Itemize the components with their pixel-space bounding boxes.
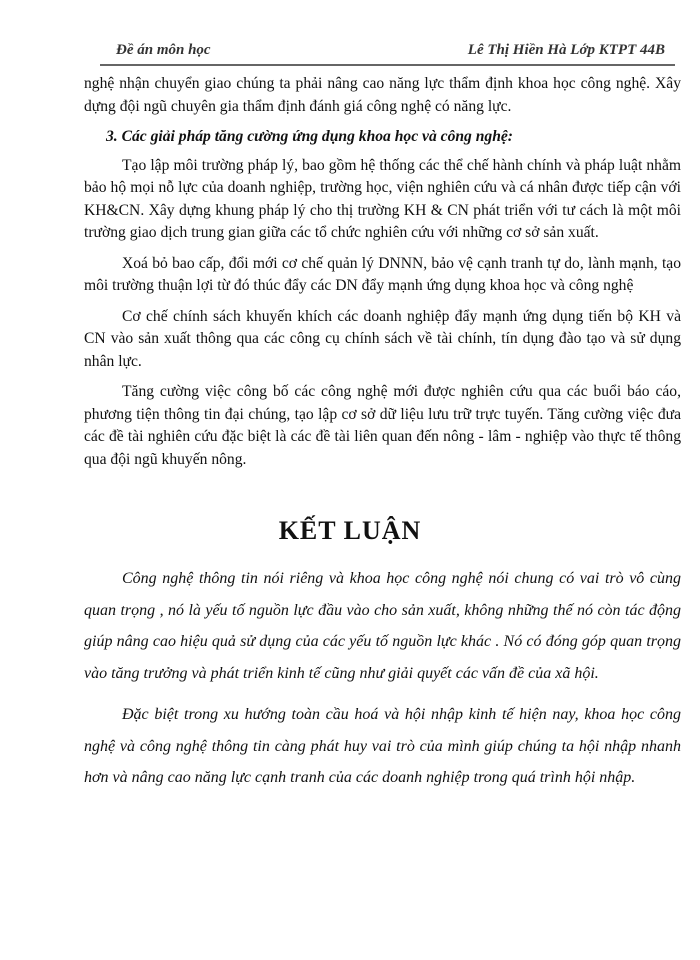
section-heading: 3. Các giải pháp tăng cường ứng dụng khoa học và công nghệ: <box>106 128 513 145</box>
paragraph: Tăng cường việc công bố các công nghệ mới được nghiên cứu qua các buổi báo cáo, phương tiện thông tin đại chúng, tạo lập cơ sở dữ liệu lưu trữ trực tuyến. Tăng cường việc đưa các đề tài nghiên cứu đặc biệt là các đề tài liên quan đến nông - lâm - nghiệp vào thực tế thông qua đội ngũ khuyến nông. <box>84 383 681 468</box>
conclusion-paragraph: Đặc biệt trong xu hướng toàn cầu hoá và hội nhập kinh tế hiện nay, khoa học công nghệ và công nghệ thông tin càng phát huy vai trò của mình giúp chúng ta hội nhập nhanh hơn và nâng cao năng lực cạnh tranh của các doanh nghiệp trong quá trình hội nhập. <box>84 706 681 786</box>
page-header <box>100 36 675 66</box>
header-course: Đề án môn học <box>116 42 211 58</box>
intro-paragraph: nghệ nhận chuyển giao chúng ta phải nâng cao năng lực thẩm định khoa học công nghệ. Xây dựng đội ngũ chuyên gia thẩm định đánh giá công nghệ có năng lực. <box>84 75 681 115</box>
conclusion-paragraph: Công nghệ thông tin nói riêng và khoa học công nghệ nói chung có vai trò vô cùng quan trọng , nó là yếu tố nguồn lực đầu vào cho sản xuất, không những thế nó còn tác động giúp nâng cao hiệu quả sử dụng của các yếu tố nguồn lực khác . Nó có đóng góp quan trọng vào tăng trưởng và phát triển kinh tế cũng như giải quyết các vấn đề của xã hội. <box>84 570 681 682</box>
paragraph: Cơ chế chính sách khuyến khích các doanh nghiệp đẩy mạnh ứng dụng tiến bộ KH và CN vào sản xuất thông qua các công cụ chính sách về tài chính, tín dụng đào tạo và sử dụng nhân lực. <box>84 307 681 370</box>
paragraph: Tạo lập môi trường pháp lý, bao gồm hệ thống các thể chế hành chính và pháp luật nhằm bảo hộ mọi nỗ lực của doanh nghiệp, trường học, viện nghiên cứu và cá nhân được tiếp cận với KH&CN. Xây dựng khung pháp lý cho thị trường KH & CN phát triển với tư cách là một môi trường giao dịch trung gian giữa các tổ chức nghiên cứu với những cơ sở sản xuất. <box>84 156 681 241</box>
conclusion-section <box>84 563 681 804</box>
header-author: Lê Thị Hiền Hà Lớp KTPT 44B <box>467 42 665 58</box>
solutions-section <box>84 73 681 479</box>
conclusion-title: KẾT LUẬN <box>278 516 422 545</box>
paragraph: Xoá bỏ bao cấp, đổi mới cơ chế quản lý DNNN, bảo vệ cạnh tranh tự do, lành mạnh, tạo môi trường thuận lợi từ đó thúc đẩy các DN đẩy mạnh ứng dụng khoa học và công nghệ <box>84 254 681 294</box>
